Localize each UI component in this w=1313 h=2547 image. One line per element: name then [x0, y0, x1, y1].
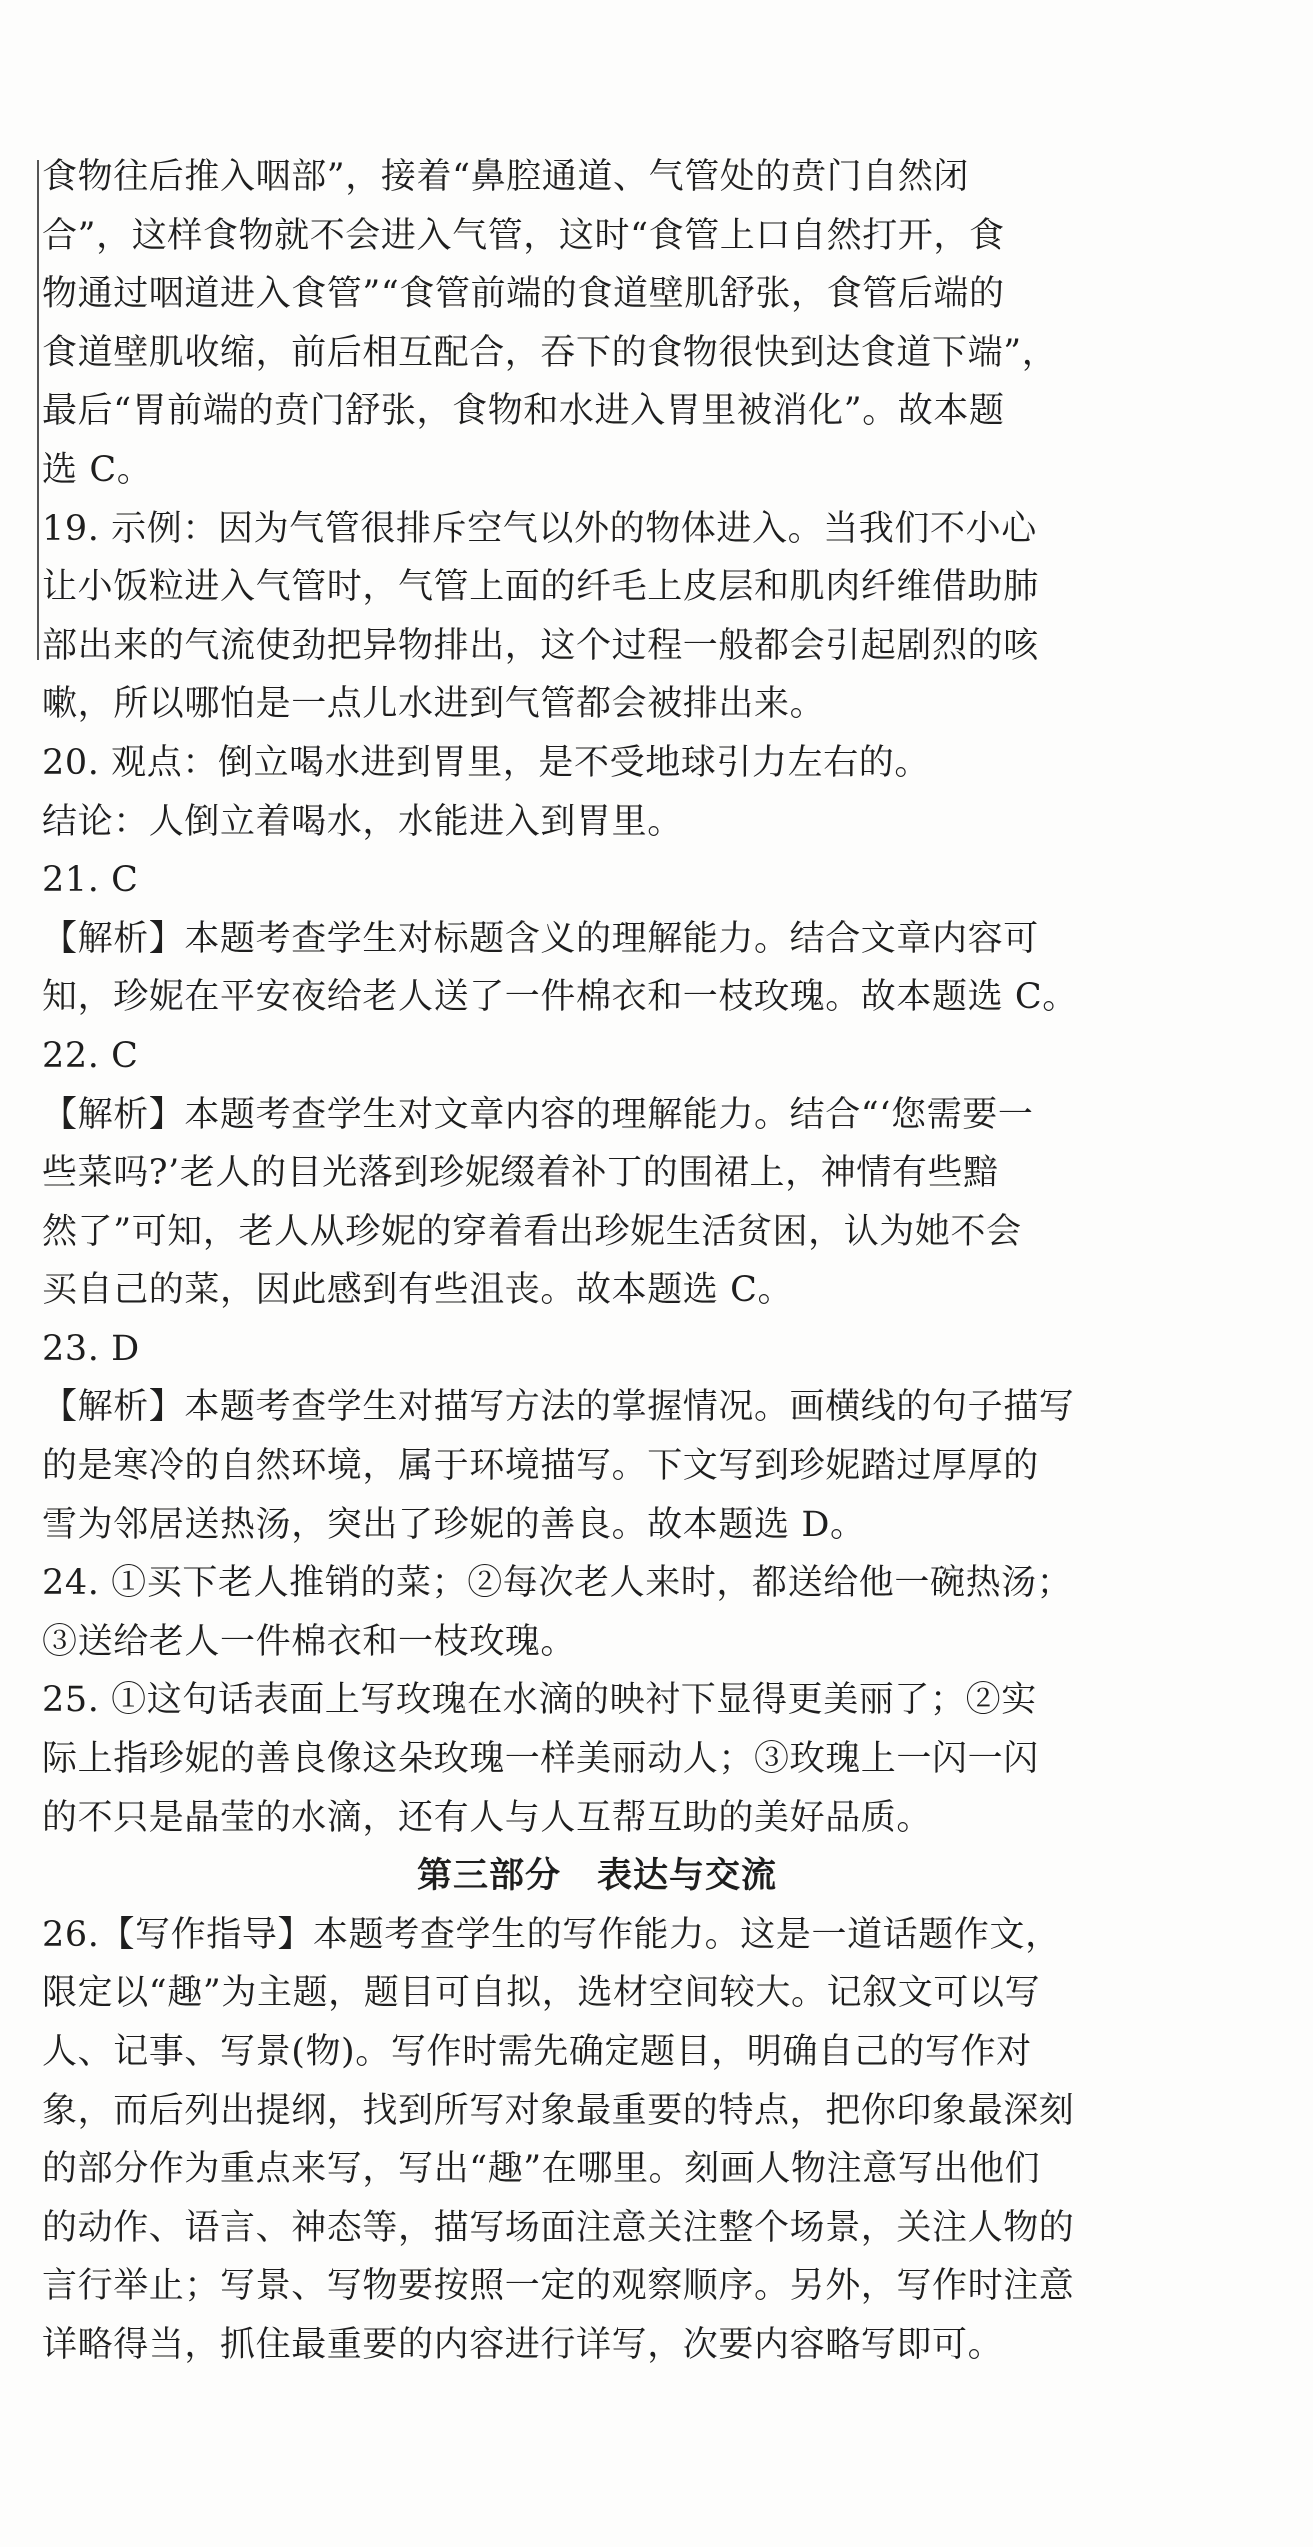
- text-line: 买自己的菜，因此感到有些沮丧。故本题选 C。: [42, 1270, 794, 1311]
- text-line: 【解析】本题考查学生对文章内容的理解能力。结合“‘您需要一: [42, 1094, 1034, 1135]
- text-line: 21. C: [42, 860, 139, 901]
- text-line: 【解析】本题考查学生对标题含义的理解能力。结合文章内容可: [42, 918, 1039, 959]
- text-line: 些菜吗?’老人的目光落到珍妮缀着补丁的围裙上，神情有些黯: [42, 1153, 999, 1194]
- text-line: 的是寒冷的自然环境，属于环境描写。下文写到珍妮踏过厚厚的: [42, 1446, 1039, 1487]
- text-line: 的不只是晶莹的水滴，还有人与人互帮互助的美好品质。: [42, 1797, 933, 1838]
- text-line: ③送给老人一件棉衣和一枝玫瑰。: [42, 1621, 577, 1662]
- section-title: 第三部分 表达与交流: [416, 1856, 777, 1897]
- text-line: 物通过咽道进入食管”“食管前端的食道壁肌舒张，食管后端的: [42, 274, 1005, 315]
- text-line: 象，而后列出提纲，找到所写对象最重要的特点，把你印象最深刻: [42, 2090, 1075, 2131]
- text-line: 食物往后推入咽部”，接着“鼻腔通道、气管处的贲门自然闭: [42, 157, 969, 197]
- text-line: 结论：人倒立着喝水，水能进入到胃里。: [42, 801, 683, 842]
- text-line: 25. ①这句话表面上写玫瑰在水滴的映衬下显得更美丽了；②实: [42, 1680, 1037, 1721]
- text-line: 知，珍妮在平安夜给老人送了一件棉衣和一枝玫瑰。故本题选 C。: [42, 977, 1078, 1018]
- text-line: 部出来的气流使劲把异物排出，这个过程一般都会引起剧烈的咳: [42, 625, 1039, 666]
- text-line: 人、记事、写景(物)。写作时需先确定题目，明确自己的写作对: [42, 2032, 1032, 2072]
- text-line: 言行举止；写景、写物要按照一定的观察顺序。另外，写作时注意: [42, 2266, 1075, 2307]
- text-line: 合”，这样食物就不会进入气管，这时“食管上口自然打开，食: [42, 215, 1005, 256]
- text-line: 23. D: [42, 1328, 140, 1369]
- answer-text-body: [42, 148, 1152, 2375]
- text-line: 限定以“趣”为主题，题目可自拟，选材空间较大。记叙文可以写: [42, 1973, 1041, 2014]
- text-line: 嗽，所以哪怕是一点儿水进到气管都会被排出来。: [42, 684, 826, 725]
- text-line: 详略得当，抓住最重要的内容进行详写，次要内容略写即可。: [42, 2324, 1004, 2365]
- text-line: 24. ①买下老人推销的菜；②每次老人来时，都送给他一碗热汤；: [42, 1563, 1073, 1604]
- text-line: 选 C。: [42, 449, 153, 490]
- text-line: 然了”可知，老人从珍妮的穿着看出珍妮生活贫困，认为她不会: [42, 1211, 1022, 1252]
- text-line: 雪为邻居送热汤，突出了珍妮的善良。故本题选 D。: [42, 1504, 866, 1545]
- text-line: 最后“胃前端的贲门舒张，食物和水进入胃里被消化”。故本题: [42, 391, 1005, 432]
- text-line: 的部分作为重点来写，写出“趣”在哪里。刻画人物注意写出他们: [42, 2149, 1041, 2190]
- text-line: 22. C: [42, 1035, 139, 1076]
- text-line: 的动作、语言、神态等，描写场面注意关注整个场景，关注人物的: [42, 2207, 1075, 2248]
- text-line: 26.【写作指导】本题考查学生的写作能力。这是一道话题作文，: [42, 1914, 1061, 1955]
- text-line: 19. 示例：因为气管很排斥空气以外的物体进入。当我们不小心: [42, 508, 1037, 549]
- text-line: 食道壁肌收缩，前后相互配合，吞下的食物很快到达食道下端”，: [42, 332, 1058, 373]
- text-line: 【解析】本题考查学生对描写方法的掌握情况。画横线的句子描写: [42, 1387, 1075, 1428]
- text-line: 让小饭粒进入气管时，气管上面的纤毛上皮层和肌肉纤维借助肺: [42, 567, 1039, 608]
- text-line: 20. 观点：倒立喝水进到胃里，是不受地球引力左右的。: [42, 742, 930, 783]
- left-margin-rule: [37, 160, 39, 660]
- text-line: 际上指珍妮的善良像这朵玫瑰一样美丽动人；③玫瑰上一闪一闪: [42, 1739, 1039, 1780]
